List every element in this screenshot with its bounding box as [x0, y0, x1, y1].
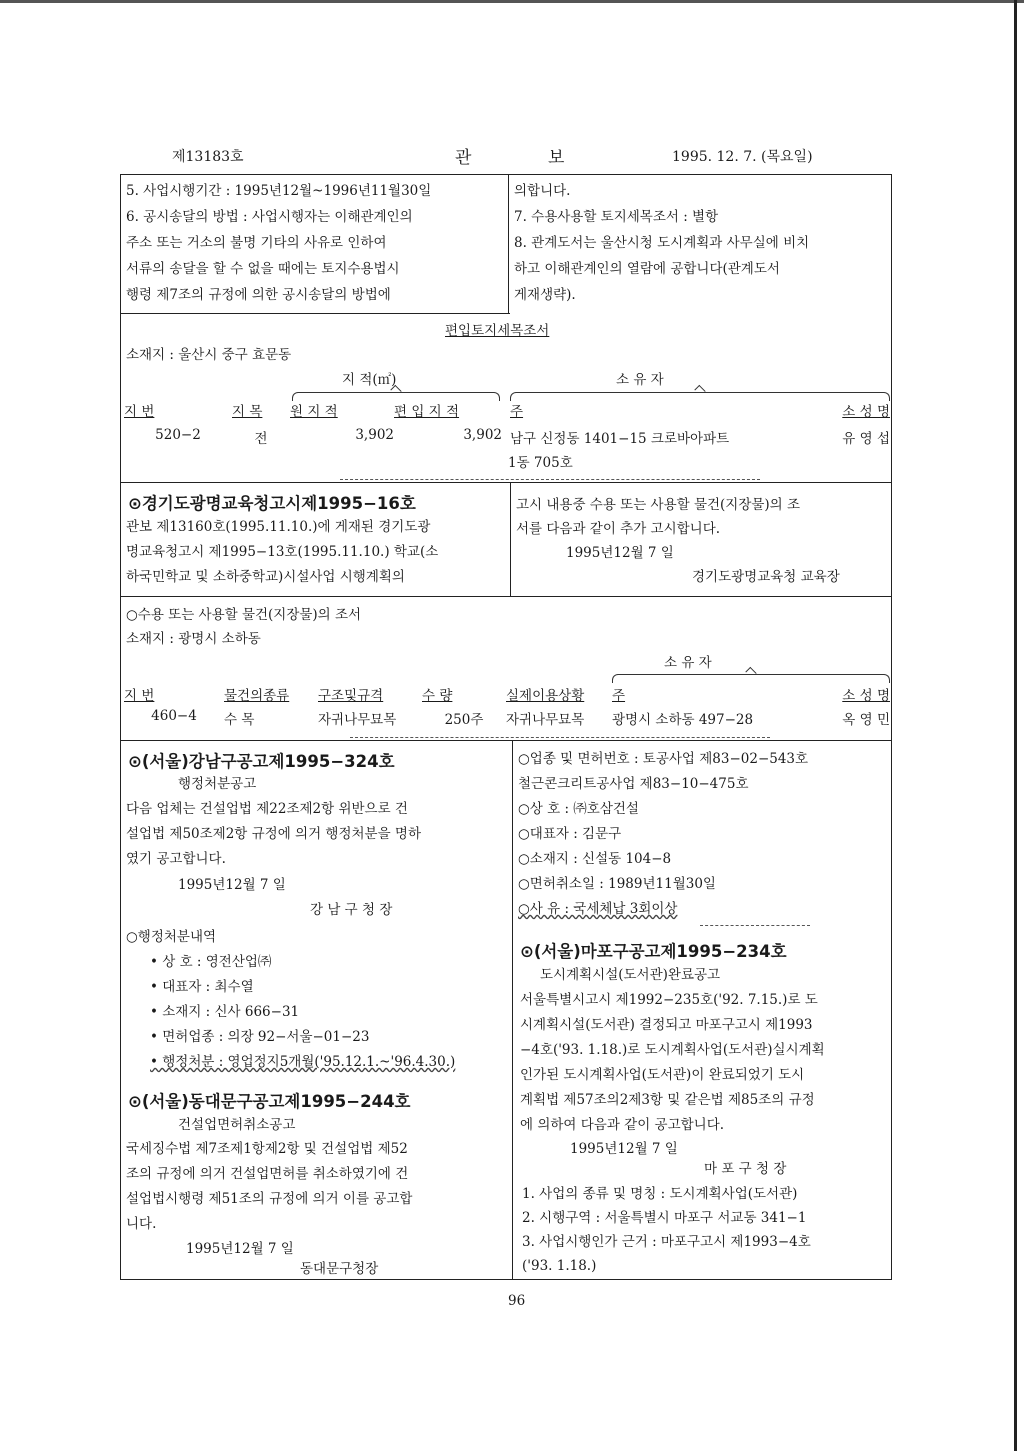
gyeonggi-signer: 경기도광명교육청 교육장 [692, 569, 840, 585]
text-line: ○업종 및 면허번호 : 토공사업 제83−02−543호 [518, 751, 809, 767]
text-line: 국세징수법 제7조제1항제2항 및 건설업법 제52 [126, 1141, 408, 1157]
table-row: 520−2 전 3,902 3,902 남구 신정동 1401−15 크로바아파트 유 영 섭 [155, 427, 890, 447]
table-row: 460−4 수 목 자귀나무묘목 250주 자귀나무묘목 광명시 소하동 497−28 옥 영 민 [151, 708, 890, 728]
text-line: 3. 사업시행인가 근거 : 마포구고시 제1993−4호 [522, 1234, 811, 1250]
text-line: −4호('93. 1.18.)로 도시계획사업(도서관)실시계획 [520, 1042, 825, 1058]
text-line: 니다. [126, 1216, 157, 1232]
mapo-signer: 마 포 구 청 장 [704, 1161, 787, 1177]
text-line: 고시 내용중 수용 또는 사용할 물건(지장물)의 조 [516, 497, 801, 513]
gangnam-subtitle: 행정처분공고 [178, 776, 257, 792]
text-line: • 행정처분 : 영업정지5개월('95.12.1.~'96.4.30.) [150, 1054, 456, 1070]
gyeonggi-location: 소재지 : 광명시 소하동 [126, 631, 261, 647]
text-line: 설업법시행령 제51조의 규정에 의거 이를 공고합 [126, 1191, 413, 1207]
gyeonggi-item-title: ○수용 또는 사용할 물건(지장물)의 조서 [126, 607, 362, 623]
dongdaemun-notice-title: ⊙(서울)동대문구공고제1995−244호 [128, 1092, 411, 1111]
text-line: 시계획시설(도서관) 결정되고 마포구고시 제1993 [520, 1017, 813, 1033]
gazette-title-left: 관 [455, 148, 472, 168]
text-line: • 상 호 : 영전산업㈜ [150, 954, 272, 970]
dongdaemun-subtitle: 건설업면허취소공고 [178, 1117, 296, 1133]
gangnam-notice-title: ⊙(서울)강남구공고제1995−324호 [128, 752, 395, 771]
text-line: 1. 사업의 종류 및 명칭 : 도시계획사업(도서관) [522, 1186, 798, 1202]
scan-right-edge [1014, 0, 1017, 1451]
text-line: 5. 사업시행기간 : 1995년12월~1996년11월30일 [126, 183, 432, 199]
text-line: 관보 제13160호(1995.11.10.)에 게재된 경기도광 [126, 519, 431, 535]
land-table-location: 소재지 : 울산시 중구 효문동 [126, 347, 292, 363]
mapo-date: 1995년12월 7 일 [570, 1141, 678, 1157]
issue-date: 1995. 12. 7. (목요일) [672, 149, 813, 165]
gyeonggi-owner-brace [612, 674, 890, 683]
text-line: 8. 관계도서는 울산시청 도시계획과 사무실에 비치 [514, 235, 810, 251]
gangnam-detail-title: ○행정처분내역 [126, 929, 217, 945]
page-number: 96 [508, 1293, 526, 1309]
text-line: 하고 이해관계인의 열람에 공합니다(관계도서 [514, 261, 780, 277]
text-line: 주소 또는 거소의 불명 기타의 사유로 인하여 [126, 235, 387, 251]
text-line: ○대표자 : 김문구 [518, 826, 622, 842]
text-line: 하국민학교 및 소하중학교)시설사업 시행계획의 [126, 569, 405, 585]
text-line: ○사 유 : 국세체납 3회이상 [518, 901, 678, 917]
land-table-owner-group: 소 유 자 [616, 372, 664, 388]
text-line: 서류의 송달을 할 수 없을 때에는 토지수용법시 [126, 261, 400, 277]
text-line: 6. 공시송달의 방법 : 사업시행자는 이해관계인의 [126, 209, 413, 225]
mapo-notice-title: ⊙(서울)마포구공고제1995−234호 [520, 942, 787, 961]
text-line: ('93. 1.18.) [522, 1258, 597, 1274]
gyeonggi-owner-group: 소 유 자 [664, 655, 712, 671]
land-table-row-cont: 1동 705호 [508, 455, 573, 471]
col-address: 주 [510, 404, 524, 420]
text-line: 7. 수용사용할 토지세목조서 : 별항 [514, 209, 719, 225]
col-lot: 지 번 [124, 404, 155, 420]
text-line: 인가된 도시계획사업(도서관)이 완료되었기 도시 [520, 1067, 805, 1083]
text-line: 행령 제7조의 규정에 의한 공시송달의 방법에 [126, 287, 391, 303]
col-original-area: 원 지 적 [290, 404, 338, 420]
text-line: ○소재지 : 신설동 104−8 [518, 851, 672, 867]
dongdaemun-signer: 동대문구청장 [300, 1261, 379, 1277]
gazette-title-right: 보 [548, 148, 565, 168]
text-line: 다음 업체는 건설업법 제22조제2항 위반으로 건 [126, 801, 408, 817]
issue-number: 제13183호 [172, 149, 244, 165]
text-line: 조의 규정에 의거 건설업면허를 취소하였기에 건 [126, 1166, 409, 1182]
text-line: 2. 시행구역 : 서울특별시 마포구 서교동 341−1 [522, 1210, 807, 1226]
text-line: 였기 공고합니다. [126, 851, 226, 867]
text-line: 의합니다. [514, 183, 571, 199]
text-line: • 대표자 : 최수열 [150, 979, 254, 995]
text-line: 서울특별시고시 제1992−235호('92. 7.15.)로 도 [520, 992, 818, 1008]
gyeonggi-notice-title: ⊙경기도광명교육청고시제1995−16호 [128, 494, 416, 513]
text-line: • 소재지 : 신사 666−31 [150, 1004, 300, 1020]
text-line: 철근콘크리트공사업 제83−10−475호 [518, 776, 749, 792]
text-line: 계획법 제57조의2제3항 및 같은법 제85조의 규정 [520, 1092, 815, 1108]
text-line: ○면허취소일 : 1989년11월30일 [518, 876, 716, 892]
text-line: 게재생략). [514, 287, 576, 303]
text-line: 명교육청고시 제1995−13호(1995.11.10.) 학교(소 [126, 544, 439, 560]
col-included-area: 편 입 지 적 [394, 404, 460, 420]
scan-top-edge [0, 0, 1024, 3]
text-line: ○상 호 : ㈜호삼건설 [518, 801, 639, 817]
gangnam-signer: 강 남 구 청 장 [310, 902, 393, 918]
col-category: 지 목 [232, 404, 263, 420]
text-line: 설업법 제50조제2항 규정에 의거 행정처분을 명하 [126, 826, 422, 842]
gangnam-date: 1995년12월 7 일 [178, 877, 286, 893]
text-line: • 면허업종 : 의장 92−서울−01−23 [150, 1029, 370, 1045]
land-table-caption: 편입토지세목조서 [445, 323, 550, 339]
land-table-area-group: 지 적(㎡) [342, 372, 397, 388]
gyeonggi-header-row: 지 번 물건의종류 구조및규격 수 량 실제이용상황 주 소 성 명 [124, 688, 890, 704]
text-line: 서를 다음과 같이 추가 고시합니다. [516, 521, 721, 537]
col-owner-name: 소 성 명 [842, 404, 890, 420]
gyeonggi-date: 1995년12월 7 일 [566, 545, 674, 561]
land-table-header-row [124, 400, 890, 420]
dongdaemun-date: 1995년12월 7 일 [186, 1241, 294, 1257]
mapo-subtitle: 도시계획시설(도서관)완료공고 [540, 967, 721, 983]
text-line: 에 의하여 다음과 같이 공고합니다. [520, 1117, 725, 1133]
